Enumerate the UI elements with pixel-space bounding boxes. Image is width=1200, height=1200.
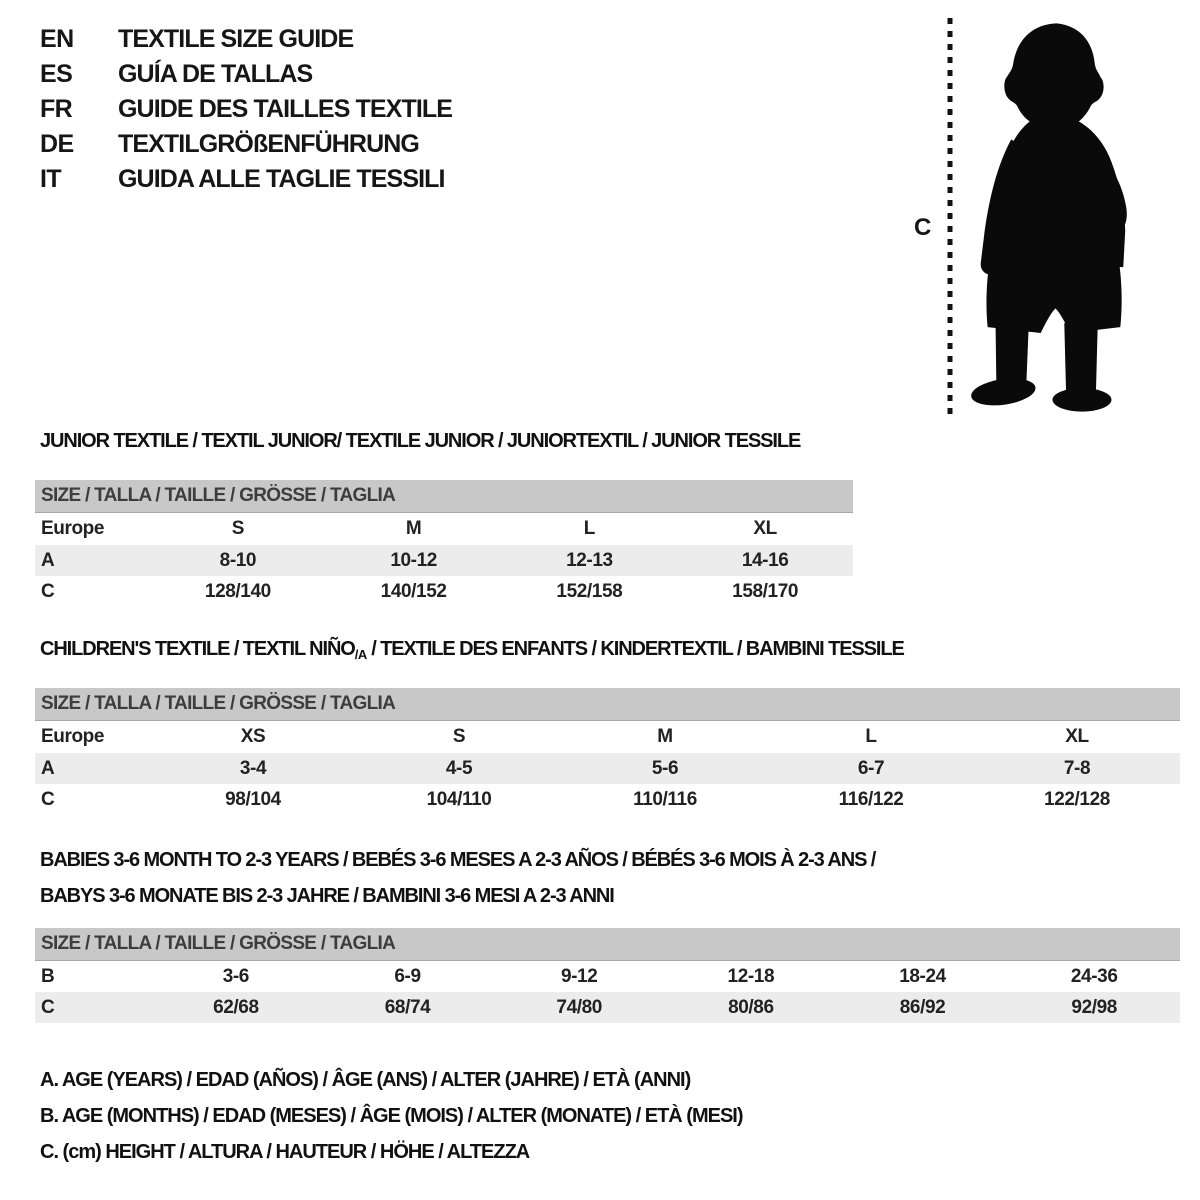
table-row [35,545,853,576]
language-code: IT [40,165,62,193]
table-header-cell: XL [1065,726,1089,747]
table-cell: 80/86 [728,996,774,1018]
language-row [40,22,452,57]
guide-title: GUIDE DES TAILLES TEXTILE [118,95,453,123]
table-header-cell: L [865,726,877,747]
table-cell: 62/68 [213,996,259,1018]
legend-line-age-years: A. AGE (YEARS) / EDAD (AÑOS) / ÂGE (ANS) / ALTER (JAHRE) / ETÀ (ANNI) [40,1069,691,1091]
table-cell: 140/152 [380,580,447,602]
row-label: C [41,996,55,1018]
language-code: DE [40,130,74,158]
row-label: C [41,788,55,810]
table-cell: 9-12 [560,965,598,987]
children-title-sub: /A [354,647,367,662]
children-size-table [35,688,1180,815]
legend-line-age-months: B. AGE (MONTHS) / EDAD (MESES) / ÂGE (MOIS) / ALTER (MONATE) / ETÀ (MESI) [40,1105,743,1127]
babies-title-line1: BABIES 3-6 MONTH TO 2-3 YEARS / BEBÉS 3-6 MESES A 2-3 AÑOS / BÉBÉS 3-6 MOIS À 2-3 ANS / [40,849,876,871]
language-row [40,127,452,162]
table-row [35,576,853,607]
row-label: A [41,549,55,571]
row-label: A [41,757,55,779]
row-label: C [41,580,55,602]
table-header-row [35,721,1180,753]
legend-line-height: C. (cm) HEIGHT / ALTURA / HAUTEUR / HÖHE / ALTEZZA [40,1141,530,1163]
table-cell: 116/122 [838,788,904,810]
table-cell: 10-12 [390,549,437,571]
table-cell: 5-6 [651,757,679,779]
language-row [40,92,452,127]
guide-title: GUÍA DE TALLAS [118,60,313,88]
table-cell: 3-6 [222,965,249,987]
junior-size-table [35,480,853,607]
table-header-row [35,513,853,545]
guide-title: TEXTILE SIZE GUIDE [118,25,354,53]
table-cell: 92/98 [1071,996,1117,1018]
table-cell: 122/128 [1044,788,1110,810]
language-code: EN [40,25,74,53]
table-header-cell: M [405,518,422,539]
table-cell: 4-5 [445,757,473,779]
table-cell: 12-13 [566,549,613,571]
size-bar: SIZE / TALLA / TAILLE / GRÖSSE / TAGLIA [35,928,1180,961]
table-cell: 7-8 [1063,757,1091,779]
language-code: ES [40,60,73,88]
babies-size-table [35,928,1180,1023]
table-cell: 152/158 [556,580,623,602]
table-cell: 6-7 [857,757,885,779]
table-row [35,961,1180,992]
table-cell: 104/110 [426,788,492,810]
table-cell: 12-18 [727,965,775,987]
language-code: FR [40,95,73,123]
table-row [35,784,1180,815]
table-cell: 18-24 [899,965,946,987]
table-cell: 128/140 [204,580,271,602]
table-header-cell: M [657,726,673,747]
table-cell: 98/104 [225,788,281,810]
children-section-title [40,638,904,662]
babies-section-title [40,842,875,914]
table-row [35,753,1180,784]
table-cell: 158/170 [732,580,799,602]
guide-title: GUIDA ALLE TAGLIE TESSILI [118,165,445,193]
language-row [40,162,452,197]
guide-title: TEXTILGRÖßENFÜHRUNG [118,130,419,158]
language-row [40,57,452,92]
height-dashed-line-icon [946,18,956,420]
measure-legend [40,1062,743,1170]
table-header-cell: Europe [41,726,105,747]
table-cell: 6-9 [394,965,421,987]
toddler-figure [900,12,1200,424]
table-cell: 14-16 [741,549,789,571]
size-bar: SIZE / TALLA / TAILLE / GRÖSSE / TAGLIA [35,688,1180,721]
size-bar: SIZE / TALLA / TAILLE / GRÖSSE / TAGLIA [35,480,853,513]
height-measure-label: C [914,214,932,241]
babies-title-line2: BABYS 3-6 MONATE BIS 2-3 JAHRE / BAMBINI 3-6 MESI A 2-3 ANNI [40,885,614,907]
table-header-cell: XL [753,518,777,539]
junior-section-title: JUNIOR TEXTILE / TEXTIL JUNIOR/ TEXTILE JUNIOR / JUNIORTEXTIL / JUNIOR TESSILE [40,430,801,452]
language-title-list [40,22,452,197]
toddler-silhouette-icon [966,16,1138,416]
table-cell: 110/116 [633,788,697,810]
table-cell: 86/92 [899,996,946,1018]
table-cell: 24-36 [1070,965,1118,987]
table-header-cell: S [452,726,466,747]
table-header-cell: L [583,518,595,539]
table-row [35,992,1180,1023]
table-cell: 68/74 [384,996,431,1018]
children-title-text: / TEXTILE DES ENFANTS / KINDERTEXTIL / BAMBINI TESSILE [366,638,904,660]
children-title-text: CHILDREN'S TEXTILE / TEXTIL NIÑO [40,638,355,660]
table-cell: 8-10 [219,549,257,571]
table-header-cell: Europe [41,518,105,539]
table-cell: 3-4 [239,757,267,779]
row-label: B [41,965,55,987]
table-header-cell: XS [240,726,266,747]
table-header-cell: S [231,518,245,539]
table-cell: 74/80 [556,996,602,1018]
